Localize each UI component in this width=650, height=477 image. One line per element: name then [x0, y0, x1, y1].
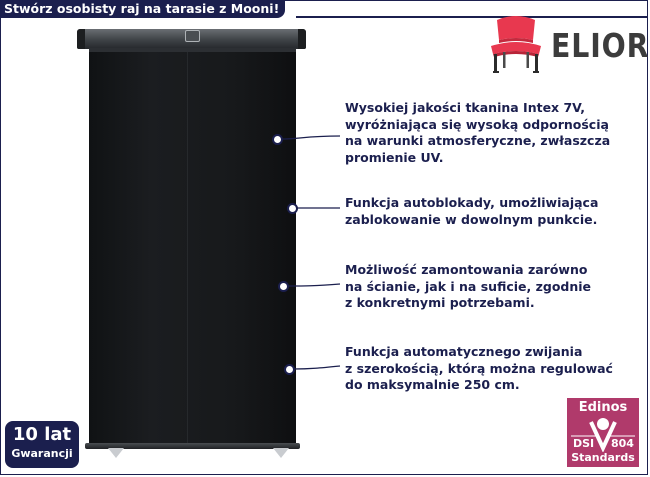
- callout-dot-3: [278, 281, 289, 292]
- feature-auto-rewind: Funkcja automatycznego zwijania z szerokością, którą można regulować do maksymalnie 250 cm.: [345, 344, 613, 392]
- warranty-years: 10 lat: [12, 424, 72, 445]
- checkmark-seal-icon: [569, 416, 637, 452]
- callout-dot-2: [287, 203, 298, 214]
- certification-mark-right: 804: [611, 437, 634, 450]
- chair-icon: [485, 14, 547, 76]
- certification-mark-left: DSI: [573, 437, 595, 450]
- feature-fabric: Wysokiej jakości tkanina Intex 7V, wyróżniająca się wysoką odpornością na warunki atmosferyczne, zwłaszcza promienie UV.: [345, 100, 611, 165]
- warranty-badge: [5, 421, 79, 468]
- brand-logo-text: ELIOR: [551, 26, 650, 65]
- certification-label: Standards: [571, 451, 635, 464]
- feature-mounting: Możliwość zamontowania zarówno na ścianie, jak i na suficie, zgodnie z konkretnymi potrzebami.: [345, 262, 592, 310]
- feature-autolock: Funkcja autoblokady, umożliwiająca zablokowanie w dowolnym punkcie.: [345, 195, 599, 227]
- certification-badge: [567, 398, 639, 467]
- callout-dot-4: [284, 364, 295, 375]
- callout-dot-1: [272, 134, 283, 145]
- warranty-label: Gwarancji: [11, 447, 73, 460]
- certification-brand: Edinos: [578, 400, 628, 415]
- page-title: Stwórz osobisty raj na tarasie z Mooni!: [0, 0, 285, 18]
